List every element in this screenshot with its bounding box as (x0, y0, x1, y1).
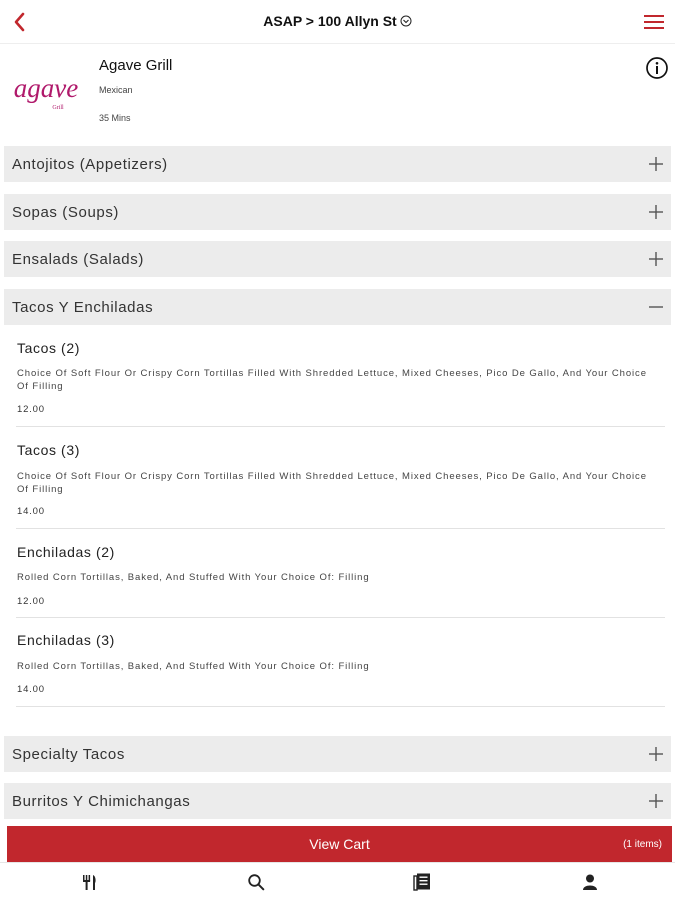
bottom-navigation (0, 862, 675, 900)
item-name: Tacos (3) (17, 442, 80, 458)
item-name: Tacos (2) (17, 340, 80, 356)
item-name: Enchiladas (3) (17, 632, 115, 648)
top-bar (0, 0, 675, 44)
restaurant-delivery-time: 35 Mins (99, 113, 131, 123)
category-ensalads[interactable] (4, 241, 671, 277)
category-sopas[interactable] (4, 194, 671, 230)
nav-menu-button[interactable] (75, 868, 105, 896)
fork-knife-icon (81, 873, 99, 891)
category-label: Specialty Tacos (12, 746, 125, 763)
chevron-down-circle-icon (400, 15, 412, 27)
info-icon[interactable] (645, 56, 669, 80)
view-cart-label: View Cart (309, 836, 370, 852)
item-divider (16, 706, 665, 707)
item-name: Enchiladas (2) (17, 544, 115, 560)
category-label: Sopas (Soups) (12, 204, 120, 221)
plus-icon (649, 794, 663, 808)
category-label: Antojitos (Appetizers) (12, 156, 168, 173)
plus-icon (649, 747, 663, 761)
category-label: Ensalads (Salads) (12, 251, 144, 268)
minus-icon (649, 300, 663, 314)
menu-item[interactable] (4, 325, 671, 427)
plus-icon (649, 252, 663, 266)
item-price: 12.00 (17, 404, 45, 415)
category-antojitos[interactable] (4, 146, 671, 182)
category-specialty-tacos[interactable] (4, 736, 671, 772)
restaurant-header (0, 44, 675, 144)
item-description: Choice Of Soft Flour Or Crispy Corn Tortillas Filled With Shredded Lettuce, Mixed Cheeses, Pico De Gallo, And Your Choice Of Filling (17, 471, 647, 495)
item-description: Rolled Corn Tortillas, Baked, And Stuffed With Your Choice Of: Filling (17, 572, 370, 583)
user-icon (581, 873, 599, 891)
nav-search-button[interactable] (241, 868, 271, 896)
plus-icon (649, 205, 663, 219)
category-burritos-y-chimichangas[interactable] (4, 783, 671, 819)
delivery-location-selector[interactable] (0, 13, 675, 29)
location-label: ASAP > 100 Allyn St (263, 13, 397, 29)
menu-item[interactable] (4, 529, 671, 618)
cart-item-count: (1 items) (623, 839, 662, 850)
item-description: Rolled Corn Tortillas, Baked, And Stuffed With Your Choice Of: Filling (17, 661, 370, 672)
item-price: 14.00 (17, 506, 45, 517)
restaurant-name: Agave Grill (99, 57, 173, 74)
nav-orders-button[interactable] (407, 868, 437, 896)
nav-account-button[interactable] (575, 868, 605, 896)
menu-item[interactable] (4, 427, 671, 529)
category-label: Tacos Y Enchiladas (12, 299, 154, 316)
plus-icon (649, 157, 663, 171)
logo-subtext: Grill (52, 105, 64, 111)
logo-wordmark: agave (13, 73, 79, 103)
search-icon (247, 873, 265, 891)
item-price: 14.00 (17, 684, 45, 695)
view-cart-button[interactable] (7, 826, 672, 862)
category-label: Burritos Y Chimichangas (12, 793, 191, 810)
menu-item[interactable] (4, 618, 671, 707)
item-description: Choice Of Soft Flour Or Crispy Corn Tortillas Filled With Shredded Lettuce, Mixed Cheeses, Pico De Gallo, And Your Choice Of Filling (17, 368, 647, 392)
hamburger-menu-icon[interactable] (643, 12, 665, 32)
restaurant-cuisine: Mexican (99, 85, 133, 95)
category-tacos-y-enchiladas[interactable] (4, 289, 671, 325)
orders-list-icon (412, 872, 432, 892)
item-price: 12.00 (17, 596, 45, 607)
restaurant-logo (10, 72, 82, 116)
